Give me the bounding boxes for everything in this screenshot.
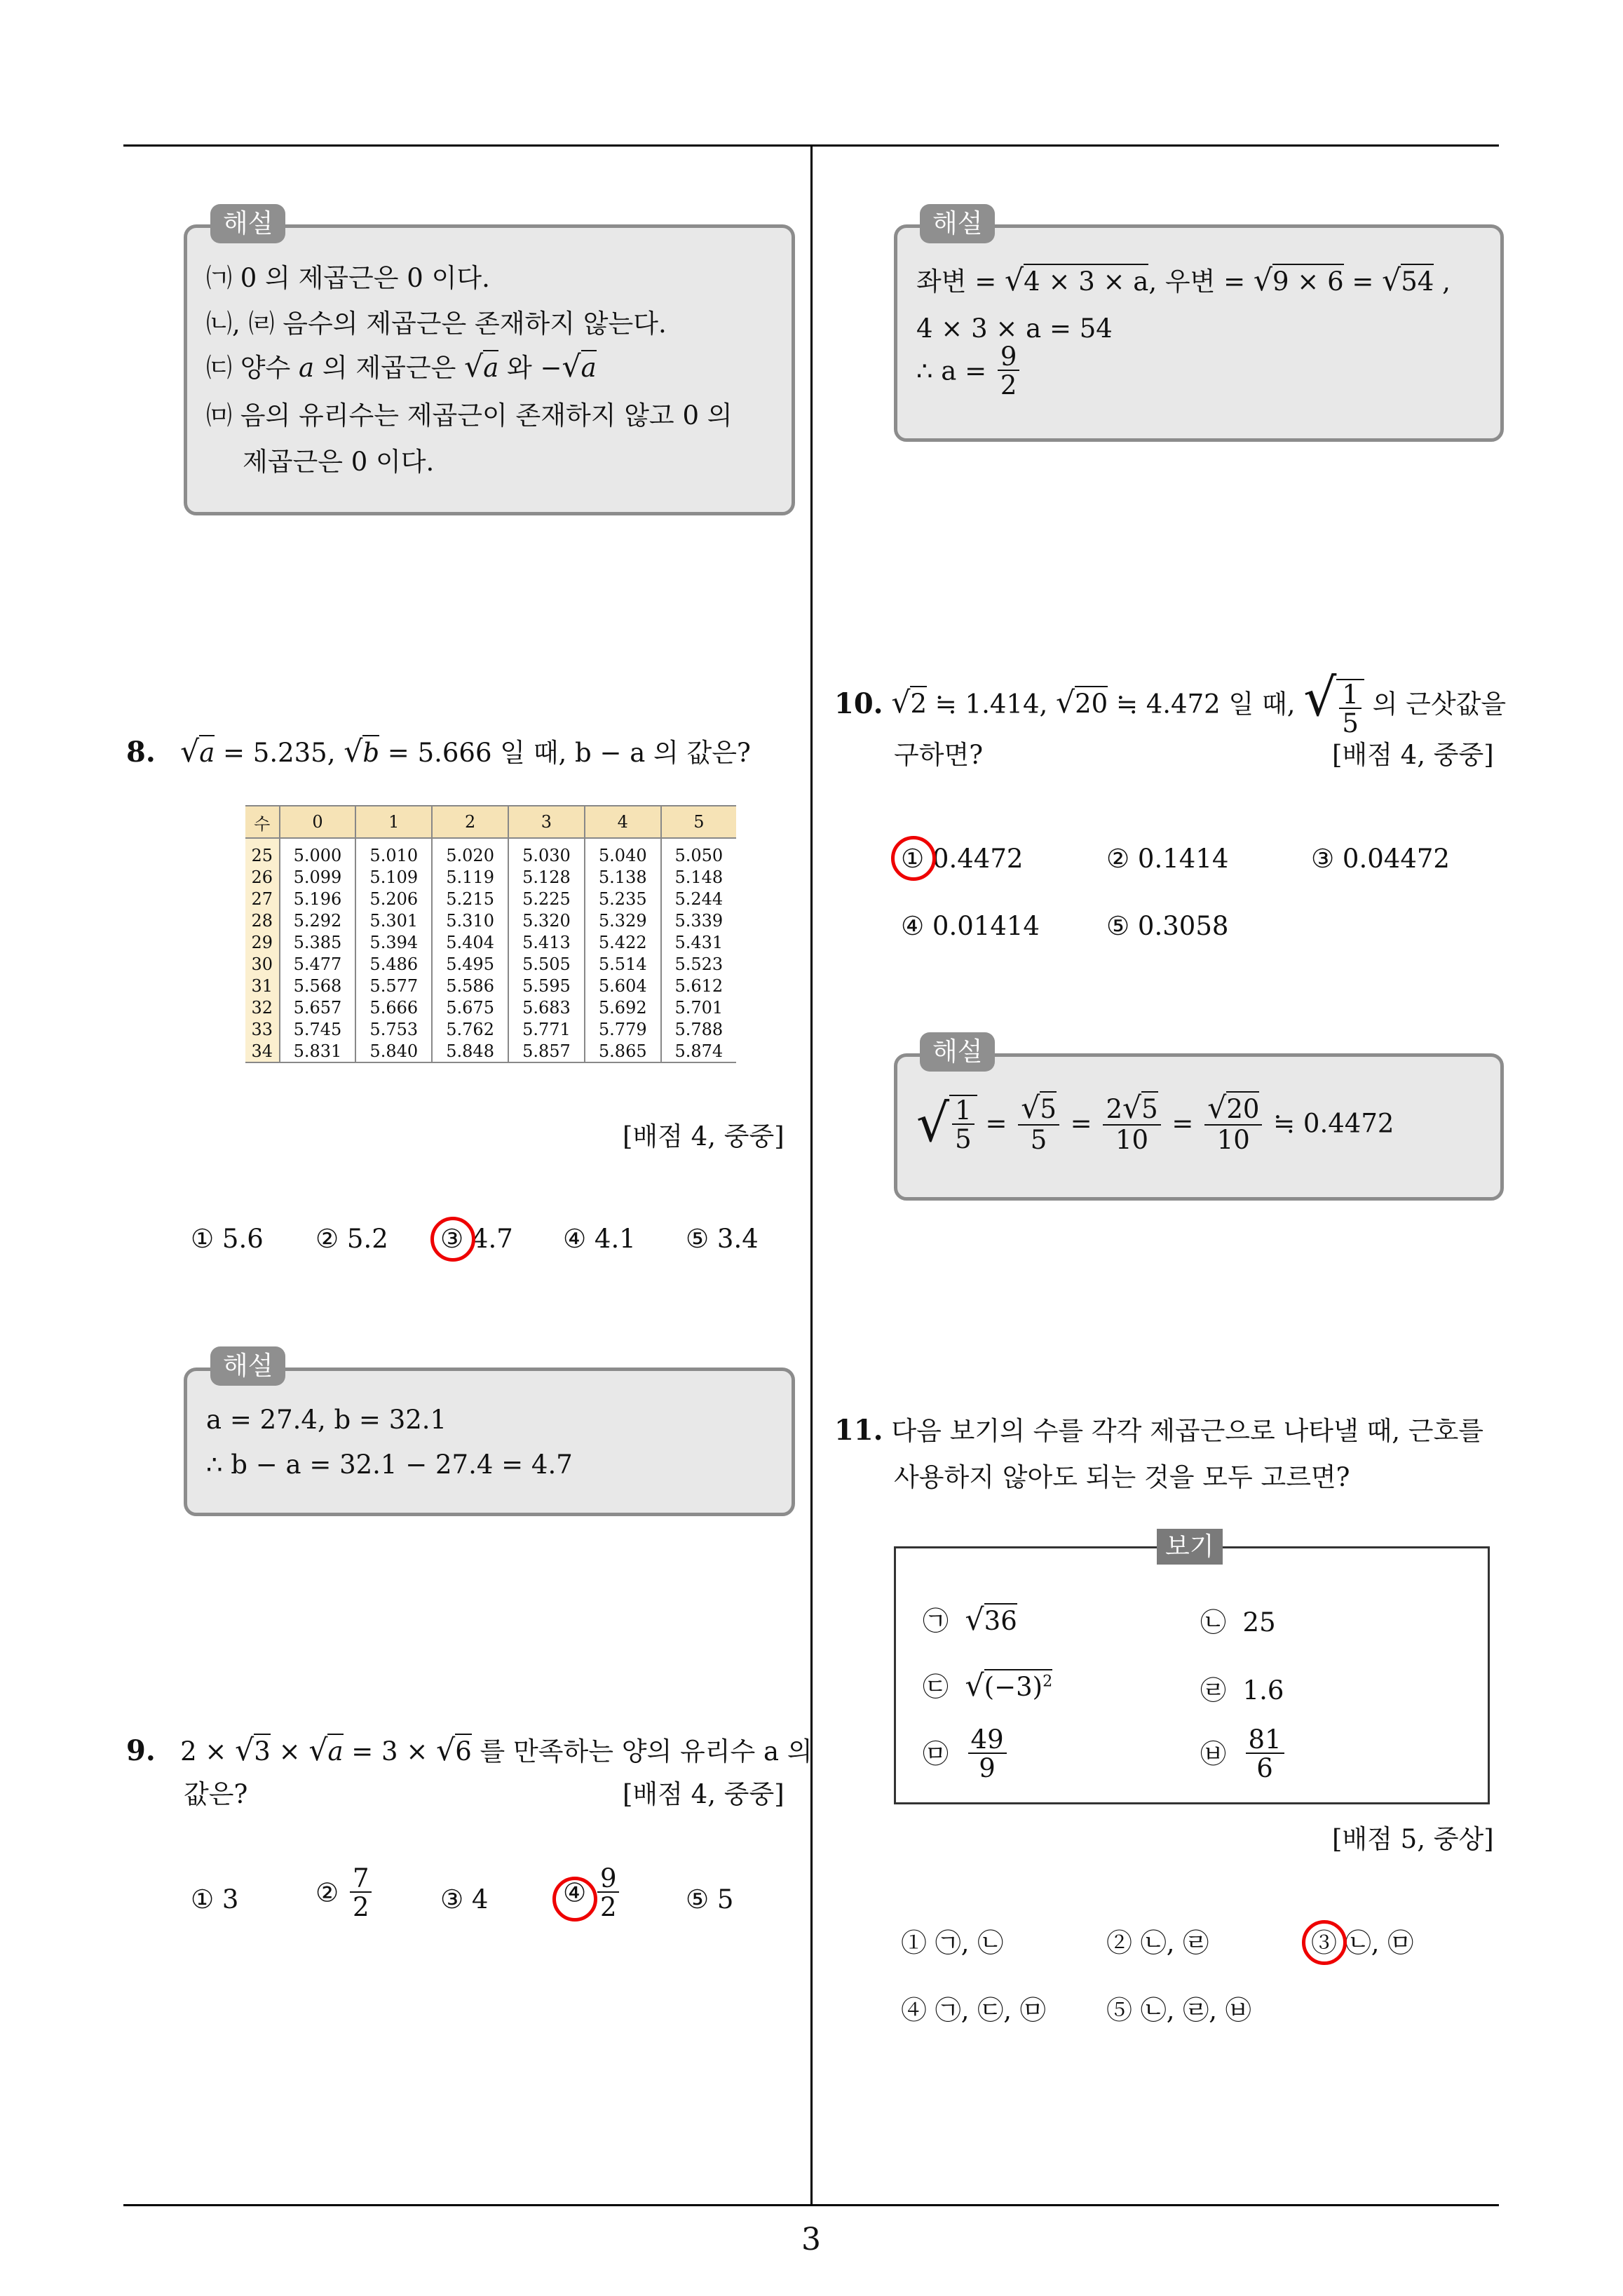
table-cell: 30 [245, 953, 280, 975]
question-10-line2: 구하면? [894, 740, 984, 770]
question-8: 8. √a = 5.235, √b = 5.666 일 때, b − a 의 값은? [126, 735, 751, 769]
solution-line: ∴ b − a = 32.1 − 27.4 = 4.7 [206, 1450, 573, 1480]
choice[interactable]: ③ ㉡, ㉤ [1311, 1928, 1414, 1958]
table-header-cell: 1 [355, 806, 432, 838]
solution-line: 제곱근은 0 이다. [243, 447, 435, 477]
table-cell: 5.762 [432, 1018, 508, 1040]
table-cell: 5.394 [355, 931, 432, 953]
table-cell: 5.215 [432, 888, 508, 910]
square-root-table [245, 805, 736, 1063]
solution-tag: 해설 [920, 204, 995, 243]
table-row [245, 997, 736, 1018]
column-divider [810, 144, 813, 2206]
table-cell: 5.099 [280, 866, 356, 888]
choice[interactable]: ④ 0.01414 [901, 911, 1040, 941]
solution-line: ㈄ 음의 유리수는 제곱근이 존재하지 않고 0 의 [206, 400, 733, 431]
solution-line: 좌변 = √4 × 3 × a, 우변 = √9 × 6 = √54 , [916, 264, 1451, 298]
table-cell: 5.339 [661, 910, 736, 931]
table-header-cell: 수 [245, 806, 280, 838]
table-cell: 26 [245, 866, 280, 888]
table-header-cell: 0 [280, 806, 356, 838]
table-cell: 5.505 [508, 953, 585, 975]
table-cell: 5.196 [280, 888, 356, 910]
choice[interactable]: ③ 4.7 [440, 1224, 513, 1254]
table-cell: 28 [245, 910, 280, 931]
table-row [245, 931, 736, 953]
table-cell: 5.128 [508, 866, 585, 888]
answer-mark-circle [552, 1877, 597, 1922]
table-header-cell: 5 [661, 806, 736, 838]
choice[interactable]: ① 3 [191, 1884, 239, 1915]
score-q9: [배점 4, 중중] [623, 1779, 785, 1809]
question-9: 9. 2 × √3 × √a = 3 × √6 를 만족하는 양의 유리수 a 의 [126, 1734, 813, 1768]
bogi-item: ㉡ 25 [1200, 1607, 1276, 1637]
table-row [245, 910, 736, 931]
table-cell: 5.753 [355, 1018, 432, 1040]
solution-line: √ $\frac{1}{5}$ = $\frac{√5}{5}$ = $\frac{2√5}{10}$ = $\frac{√20}{10}$ ≒ 0.4472 [916, 1091, 1394, 1155]
table-cell: 5.666 [355, 997, 432, 1018]
solution-line: ㈁, ㈃ 음수의 제곱근은 존재하지 않는다. [206, 309, 667, 339]
table-row [245, 888, 736, 910]
table-cell: 27 [245, 888, 280, 910]
table-row [245, 975, 736, 997]
solution-tag: 해설 [210, 1346, 285, 1386]
solution-tag: 해설 [920, 1032, 995, 1072]
table-row [245, 866, 736, 888]
table-cell: 5.523 [661, 953, 736, 975]
table-cell: 5.577 [355, 975, 432, 997]
table-cell: 31 [245, 975, 280, 997]
table-cell: 5.138 [585, 866, 661, 888]
choice[interactable]: ⑤ 3.4 [686, 1224, 759, 1254]
table-cell: 5.119 [432, 866, 508, 888]
table-cell: 32 [245, 997, 280, 1018]
table-row [245, 953, 736, 975]
table-cell: 5.422 [585, 931, 661, 953]
choice[interactable]: ④ ㉠, ㉢, ㉤ [901, 1995, 1046, 2025]
table-header-cell: 4 [585, 806, 661, 838]
table-cell: 5.657 [280, 997, 356, 1018]
table-cell: 5.292 [280, 910, 356, 931]
question-10: 10. √2 ≒ 1.414, √20 ≒ 4.472 일 때, √ $\frac{1}{5}$ 의 근삿값을 [834, 668, 1507, 738]
table-cell: 5.771 [508, 1018, 585, 1040]
choice[interactable]: ④ $\frac{9}{2}$ [563, 1865, 622, 1920]
table-cell: 5.675 [432, 997, 508, 1018]
answer-mark-circle [891, 836, 936, 881]
table-cell: 5.010 [355, 838, 432, 866]
choice[interactable]: ⑤ ㉡, ㉣, ㉥ [1106, 1995, 1251, 2025]
table-cell: 5.779 [585, 1018, 661, 1040]
answer-mark-circle [430, 1217, 475, 1262]
bogi-item: ㉢ $√(-3)^2$ [923, 1669, 1053, 1703]
solution-box-q8 [184, 1368, 795, 1516]
score-q10: [배점 4, 중중] [1332, 740, 1494, 770]
solution-line: 4 × 3 × a = 54 [916, 313, 1113, 344]
table-cell: 5.385 [280, 931, 356, 953]
table-cell: 5.514 [585, 953, 661, 975]
table-row [245, 1018, 736, 1040]
score-q11: [배점 5, 중상] [1332, 1824, 1494, 1854]
table-cell: 5.000 [280, 838, 356, 866]
question-11-line2: 사용하지 않아도 되는 것을 모두 고르면? [894, 1462, 1350, 1492]
solution-line: ㈀ 0 의 제곱근은 0 이다. [206, 263, 490, 293]
table-cell: 5.109 [355, 866, 432, 888]
bogi-item: ㉠ √36 [923, 1603, 1017, 1637]
bottom-rule [123, 2204, 1499, 2206]
choice[interactable]: ① 5.6 [191, 1224, 264, 1254]
table-cell: 5.568 [280, 975, 356, 997]
table-cell: 5.831 [280, 1040, 356, 1062]
table-cell: 5.225 [508, 888, 585, 910]
solution-tag: 해설 [210, 204, 285, 243]
table-cell: 5.495 [432, 953, 508, 975]
answer-mark-circle [1302, 1920, 1347, 1965]
table-cell: 5.301 [355, 910, 432, 931]
bogi-item: ㉥ $\frac{81}{6}$ [1200, 1727, 1287, 1781]
choice[interactable]: ② 0.1414 [1106, 844, 1229, 874]
table-cell: 5.310 [432, 910, 508, 931]
choice[interactable]: ① 0.4472 [901, 844, 1024, 874]
table-cell: 5.857 [508, 1040, 585, 1062]
table-cell: 34 [245, 1040, 280, 1062]
question-9-line2: 값은? [184, 1779, 248, 1809]
table-cell: 5.745 [280, 1018, 356, 1040]
table-cell: 5.612 [661, 975, 736, 997]
table-cell: 5.431 [661, 931, 736, 953]
table-cell: 5.148 [661, 866, 736, 888]
table-cell: 5.683 [508, 997, 585, 1018]
table-cell: 5.865 [585, 1040, 661, 1062]
choice[interactable]: ② $\frac{7}{2}$ [315, 1865, 374, 1920]
question-11: 11. 다음 보기의 수를 각각 제곱근으로 나타낼 때, 근호를 [834, 1414, 1484, 1447]
bogi-item: ㉣ 1.6 [1200, 1675, 1284, 1706]
table-row [245, 1040, 736, 1062]
choice[interactable]: ③ 0.04472 [1311, 844, 1450, 874]
bogi-item: ㉤ $\frac{49}{9}$ [923, 1727, 1010, 1781]
table-row [245, 838, 736, 866]
table-header-cell: 3 [508, 806, 585, 838]
solution-line: a = 27.4, b = 32.1 [206, 1405, 447, 1435]
table-cell: 25 [245, 838, 280, 866]
table-cell: 5.244 [661, 888, 736, 910]
table-cell: 5.848 [432, 1040, 508, 1062]
page-number: 3 [801, 2222, 821, 2257]
bogi-label: 보기 [1157, 1529, 1223, 1565]
table-cell: 5.604 [585, 975, 661, 997]
score-q8: [배점 4, 중중] [623, 1121, 785, 1152]
choice[interactable]: ① ㉠, ㉡ [901, 1928, 1004, 1958]
table-cell: 5.206 [355, 888, 432, 910]
table-cell: 5.874 [661, 1040, 736, 1062]
table-cell: 5.486 [355, 953, 432, 975]
table-cell: 5.595 [508, 975, 585, 997]
table-cell: 5.030 [508, 838, 585, 866]
table-cell: 5.235 [585, 888, 661, 910]
solution-line: ㈂ 양수 a 의 제곱근은 √a 와 −√a [206, 350, 597, 384]
table-cell: 5.320 [508, 910, 585, 931]
choice[interactable]: ⑤ 5 [686, 1884, 734, 1915]
table-cell: 29 [245, 931, 280, 953]
table-cell: 5.404 [432, 931, 508, 953]
table-cell: 5.413 [508, 931, 585, 953]
table-cell: 5.050 [661, 838, 736, 866]
choice[interactable]: ⑤ 0.3058 [1106, 911, 1229, 941]
choice[interactable]: ② ㉡, ㉣ [1106, 1928, 1209, 1958]
table-cell: 5.788 [661, 1018, 736, 1040]
table-cell: 5.692 [585, 997, 661, 1018]
table-cell: 5.020 [432, 838, 508, 866]
table-cell: 5.477 [280, 953, 356, 975]
choice[interactable]: ④ 4.1 [563, 1224, 636, 1254]
choice[interactable]: ② 5.2 [315, 1224, 388, 1254]
choice[interactable]: ③ 4 [440, 1884, 489, 1915]
table-cell: 5.840 [355, 1040, 432, 1062]
table-cell: 5.701 [661, 997, 736, 1018]
table-cell: 33 [245, 1018, 280, 1040]
table-cell: 5.040 [585, 838, 661, 866]
table-cell: 5.586 [432, 975, 508, 997]
solution-line: ∴ a = $\frac{9}{2}$ [916, 344, 1022, 398]
table-cell: 5.329 [585, 910, 661, 931]
table-header-cell: 2 [432, 806, 508, 838]
